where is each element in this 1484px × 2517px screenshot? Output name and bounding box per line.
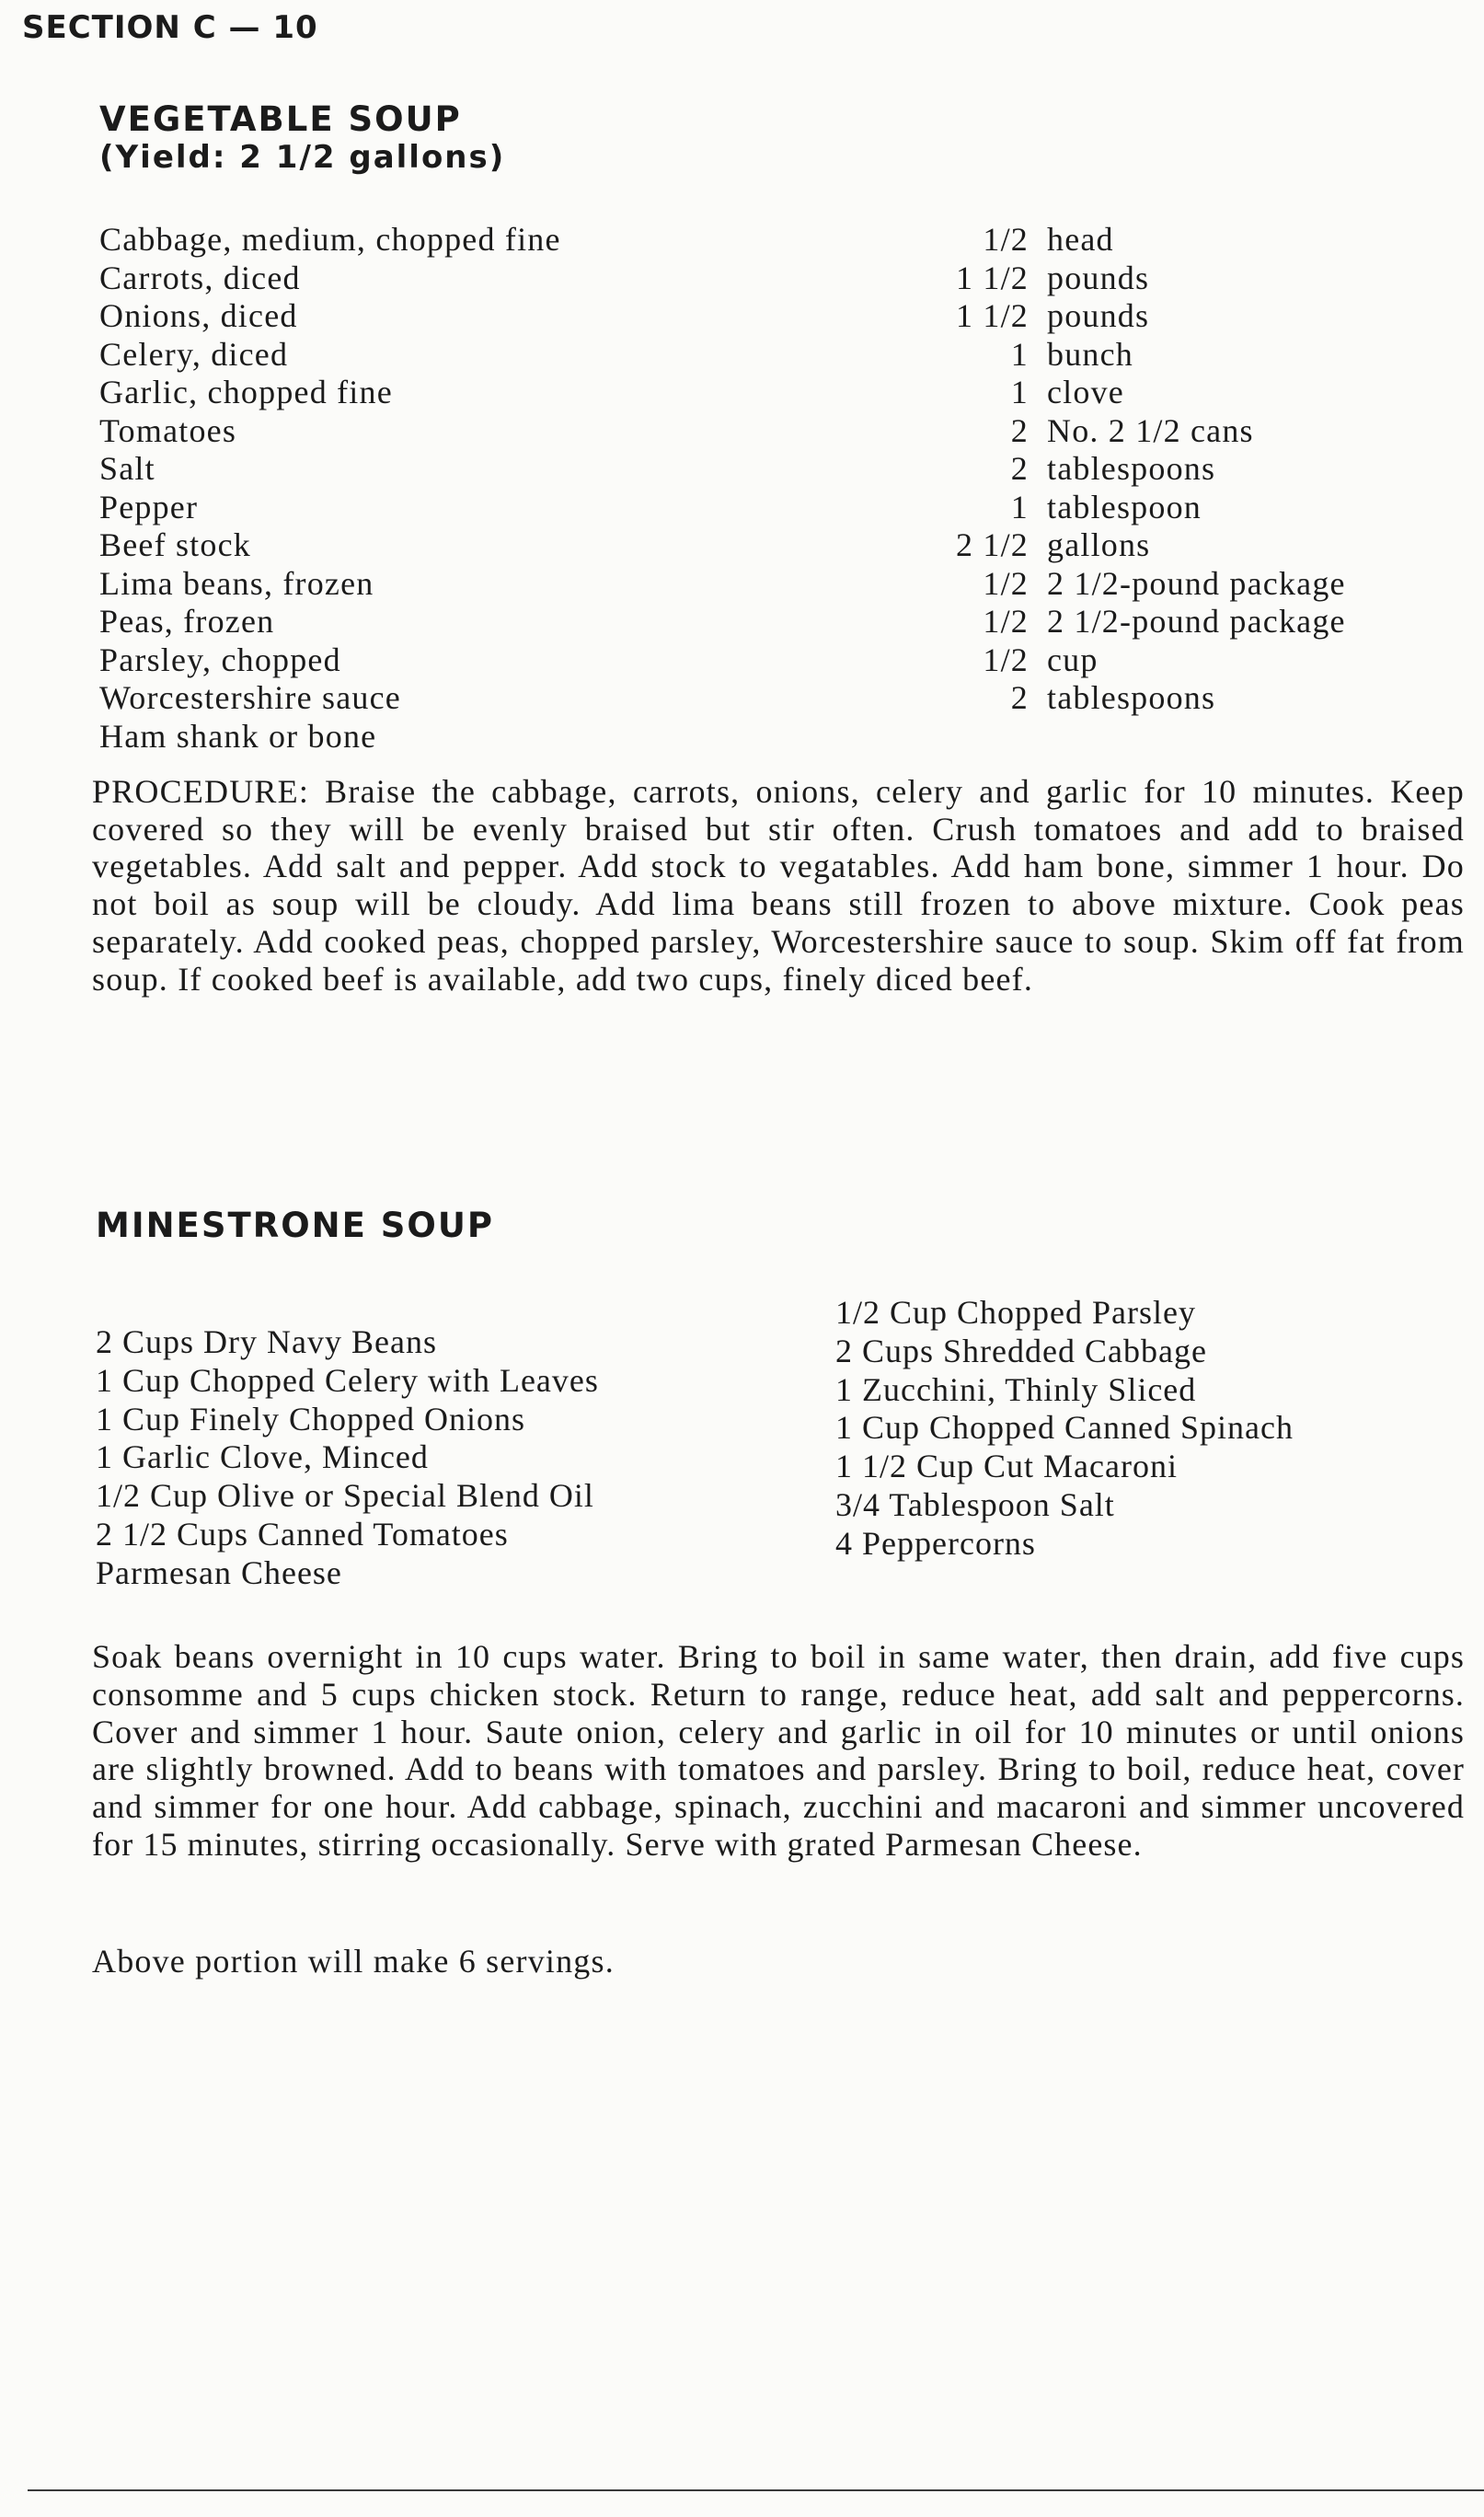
ingredient-line: 1/2 Cup Olive or Special Blend Oil — [96, 1477, 594, 1515]
ingredient-row — [99, 641, 1369, 680]
ingredient-unit: pounds — [1047, 297, 1150, 334]
ingredient-qty: 2 — [1010, 450, 1029, 487]
ingredient-row — [99, 565, 1369, 604]
ingredient-line: 1 Zucchini, Thinly Sliced — [835, 1370, 1197, 1408]
ingredient-qty: 1 — [1010, 374, 1029, 410]
ingredient-row — [99, 526, 1369, 565]
ingredient-row — [99, 297, 1369, 336]
vegetable-soup-procedure: PROCEDURE: Braise the cabbage, carrots, onions, celery and garlic for 10 minutes. Keep covered so they will be evenly braised but stir often. Crush tomatoes and add to braised vegetables. Add salt and pepper. Add stock to vegatables. Add ham bone, simmer 1 hour. Do not boil as soup will be cloudy. Add lima beans still frozen to above mixture. Cook peas separately. Add cooked peas, chopped parsley, Worcestershire sauce to soup. Skim off fat from soup. If cooked beef is available, add two cups, finely diced beef. — [92, 773, 1465, 998]
ingredient-name: Cabbage, medium, chopped fine — [99, 221, 561, 258]
ingredient-unit: tablespoons — [1047, 450, 1216, 487]
ingredient-unit: cup — [1047, 641, 1099, 678]
ingredient-line: 4 Peppercorns — [835, 1524, 1036, 1562]
ingredient-name: Carrots, diced — [99, 259, 301, 296]
ingredient-row — [99, 718, 1369, 756]
ingredient-qty: 1 — [1010, 488, 1029, 525]
ingredient-name: Worcestershire sauce — [99, 679, 401, 716]
ingredient-line: 3/4 Tablespoon Salt — [835, 1485, 1115, 1523]
section-header: SECTION C — 10 — [22, 9, 318, 46]
minestrone-ingredients-left — [96, 1323, 599, 1593]
ingredient-unit: 2 1/2-pound package — [1047, 564, 1346, 602]
ingredient-unit: gallons — [1047, 526, 1151, 563]
ingredient-name: Lima beans, frozen — [99, 564, 374, 602]
ingredient-qty: 1 — [1010, 335, 1029, 373]
ingredient-row — [99, 679, 1369, 718]
ingredient-row — [99, 221, 1369, 260]
ingredient-line: 2 Cups Dry Navy Beans — [96, 1323, 437, 1360]
ingredient-unit: 2 1/2-pound package — [1047, 603, 1346, 640]
recipe-title: VEGETABLE SOUP — [99, 99, 462, 139]
vegetable-soup-heading — [99, 99, 505, 176]
ingredient-line: 1/2 Cup Chopped Parsley — [835, 1294, 1196, 1331]
minestrone-soup-procedure: Soak beans overnight in 10 cups water. Bring to boil in same water, then drain, add five cups consomme and 5 cups chicken stock. Return to range, reduce heat, add salt and peppercorns. Cover and simmer 1 hour. Saute onion, celery and garlic in oil for 10 minutes or until onions are slightly browned. Add to beans with tomatoes and parsley. Bring to boil, reduce heat, cover and simmer for one hour. Add cabbage, spinach, zucchini and macaroni and simmer uncovered for 15 minutes, stirring occasionally. Serve with grated Parmesan Cheese. — [92, 1638, 1465, 1863]
page-bottom-rule — [28, 2489, 1484, 2491]
ingredient-name: Pepper — [99, 488, 199, 525]
minestrone-soup-title: MINESTRONE SOUP — [96, 1206, 495, 1245]
ingredient-name: Parsley, chopped — [99, 641, 341, 678]
ingredient-name: Tomatoes — [99, 411, 237, 449]
ingredient-row — [99, 260, 1369, 298]
ingredient-qty: 1/2 — [983, 564, 1029, 602]
ingredient-row — [99, 374, 1369, 412]
ingredient-row — [99, 336, 1369, 375]
ingredient-unit: tablespoons — [1047, 679, 1216, 716]
ingredient-name: Salt — [99, 450, 155, 487]
ingredient-line: 1 Garlic Clove, Minced — [96, 1438, 429, 1476]
ingredient-line: 1 Cup Finely Chopped Onions — [96, 1400, 526, 1437]
ingredient-qty: 2 — [1010, 411, 1029, 449]
ingredient-qty: 1 1/2 — [955, 297, 1029, 334]
recipe-yield: (Yield: 2 1/2 gallons) — [99, 139, 506, 176]
ingredient-line: 1 Cup Chopped Celery with Leaves — [96, 1361, 599, 1399]
ingredient-name: Beef stock — [99, 526, 251, 563]
ingredient-name: Garlic, chopped fine — [99, 374, 393, 410]
ingredient-qty: 1/2 — [983, 641, 1029, 678]
ingredient-line: 2 Cups Shredded Cabbage — [835, 1332, 1207, 1369]
vegetable-soup-ingredients — [99, 221, 1369, 756]
ingredient-row — [99, 603, 1369, 641]
ingredient-line: 1 Cup Chopped Canned Spinach — [835, 1409, 1294, 1447]
ingredient-unit: bunch — [1047, 335, 1133, 373]
ingredient-row — [99, 489, 1369, 527]
ingredient-qty: 1 1/2 — [955, 259, 1029, 296]
ingredient-unit: No. 2 1/2 cans — [1047, 411, 1254, 449]
ingredient-qty: 1/2 — [983, 221, 1029, 258]
ingredient-unit: clove — [1047, 374, 1124, 410]
ingredient-name: Onions, diced — [99, 297, 298, 334]
ingredient-unit: head — [1047, 221, 1114, 258]
ingredient-row — [99, 412, 1369, 451]
ingredient-name: Peas, frozen — [99, 603, 275, 640]
ingredient-line: 2 1/2 Cups Canned Tomatoes — [96, 1515, 509, 1553]
ingredient-name: Celery, diced — [99, 335, 289, 373]
ingredient-qty: 1/2 — [983, 603, 1029, 640]
ingredient-line: 1 1/2 Cup Cut Macaroni — [835, 1448, 1178, 1485]
ingredient-qty: 2 — [1010, 679, 1029, 716]
ingredient-unit: pounds — [1047, 259, 1150, 296]
ingredient-name: Ham shank or bone — [99, 717, 377, 755]
ingredient-line: Parmesan Cheese — [96, 1553, 342, 1591]
servings-note: Above portion will make 6 servings. — [92, 1943, 615, 1980]
ingredient-row — [99, 450, 1369, 489]
minestrone-ingredients-right — [835, 1294, 1294, 1564]
ingredient-unit: tablespoon — [1047, 488, 1202, 525]
ingredient-qty: 2 1/2 — [955, 526, 1029, 563]
